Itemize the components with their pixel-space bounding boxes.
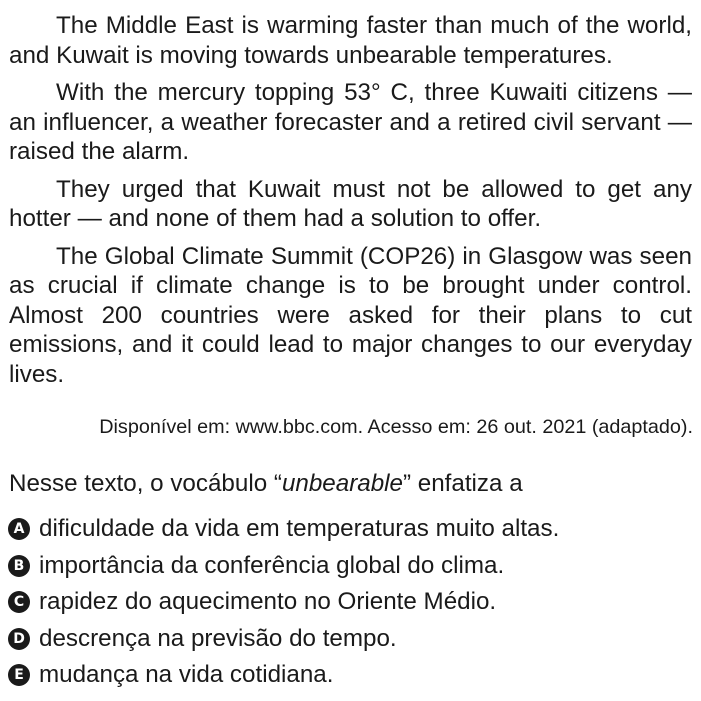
option-e-text: mudança na vida cotidiana. xyxy=(39,661,334,689)
option-a-letter-icon: A xyxy=(8,518,30,540)
passage-paragraph-2: With the mercury topping 53° C, three Kuwaiti citizens — an influencer, a weather forecaster and a retired civil servant — raised the alarm. xyxy=(9,79,692,165)
option-a-text: dificuldade da vida em temperaturas muito altas. xyxy=(39,515,560,543)
passage-paragraph-3: They urged that Kuwait must not be allowed to get any hotter — and none of them had a solution to offer. xyxy=(9,175,692,232)
option-d-letter-icon: D xyxy=(8,628,30,650)
option-d-text: descrença na previsão do tempo. xyxy=(39,624,397,652)
option-b[interactable] xyxy=(8,548,559,585)
option-a[interactable] xyxy=(8,511,559,548)
reading-passage xyxy=(9,11,692,397)
question-term: unbearable xyxy=(281,470,403,497)
option-d[interactable] xyxy=(8,621,559,658)
answer-options xyxy=(8,511,559,694)
source-citation: Disponível em: www.bbc.com. Acesso em: 26 out. 2021 (adaptado). xyxy=(99,416,693,438)
question-stem xyxy=(9,469,523,499)
option-c-text: rapidez do aquecimento no Oriente Médio. xyxy=(39,588,497,616)
option-b-letter-icon: B xyxy=(8,555,30,577)
passage-paragraph-1: The Middle East is warming faster than much of the world, and Kuwait is moving towards unbearable temperatures. xyxy=(9,12,692,69)
option-b-text: importância da conferência global do clima. xyxy=(39,551,505,579)
question-suffix: ” enfatiza a xyxy=(402,470,523,497)
question-prefix: Nesse texto, o vocábulo “ xyxy=(9,470,282,497)
option-c-letter-icon: C xyxy=(8,591,30,613)
option-e-letter-icon: E xyxy=(8,664,30,686)
option-e[interactable] xyxy=(8,657,559,694)
passage-paragraph-4: The Global Climate Summit (COP26) in Glasgow was seen as crucial if climate change is to be brought under control. Almost 200 countries were asked for their plans to cut emissions, and it could lead to major changes to our everyday lives. xyxy=(9,242,692,388)
option-c[interactable] xyxy=(8,584,559,621)
